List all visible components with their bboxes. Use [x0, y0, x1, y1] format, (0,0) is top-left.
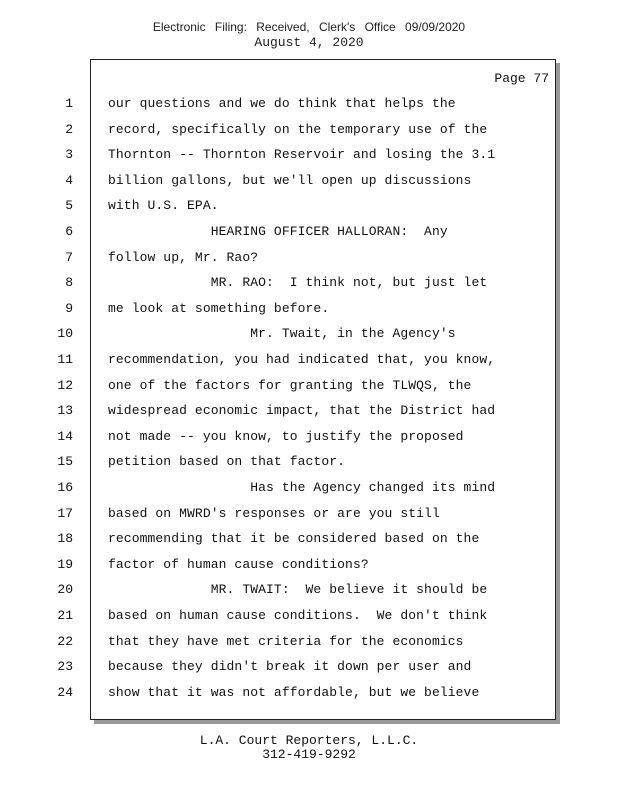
line-text: not made -- you know, to justify the proposed [108, 428, 464, 444]
transcript-line [57, 475, 555, 501]
line-number: 19 [57, 556, 73, 572]
transcript-line [57, 373, 555, 399]
line-text: based on MWRD's responses or are you still [108, 505, 440, 521]
page-number: Page 77 [494, 71, 549, 86]
line-number: 22 [57, 633, 73, 649]
transcript-line [57, 526, 555, 552]
line-text: HEARING OFFICER HALLORAN: Any [108, 224, 448, 239]
line-number: 10 [57, 326, 73, 342]
reporter-company: L.A. Court Reporters, L.L.C. [199, 733, 419, 748]
transcript-page [57, 59, 556, 720]
transcript-line [57, 501, 555, 527]
line-number: 1 [65, 96, 73, 111]
line-number: 4 [65, 172, 73, 188]
filing-stamp: Electronic Filing: Received, Clerk's Office 09/09/2020 [152, 20, 466, 34]
line-text: factor of human cause conditions? [108, 556, 369, 572]
line-text: MR. RAO: I think not, but just let [108, 275, 488, 291]
transcript-line [65, 219, 555, 245]
line-number: 21 [57, 608, 73, 623]
line-text: record, specifically on the temporary use of the [108, 121, 488, 137]
line-text: recommending that it be considered based on the [108, 531, 480, 547]
transcript-line [65, 168, 555, 194]
transcript-line [57, 680, 555, 706]
line-text: with U.S. EPA. [108, 198, 219, 214]
line-text: widespread economic impact, that the District had [108, 403, 496, 419]
line-text: our questions and we do think that helps the [108, 96, 456, 111]
line-number: 13 [57, 403, 73, 419]
line-number: 17 [57, 505, 73, 521]
line-number: 2 [65, 121, 73, 137]
transcript-line [57, 398, 555, 424]
transcript-line [57, 577, 555, 603]
line-text: Mr. Twait, in the Agency's [108, 326, 456, 342]
line-number: 9 [65, 300, 73, 316]
transcript-line [65, 142, 555, 168]
line-number: 7 [65, 249, 73, 265]
line-text: based on human cause conditions. We don't think [108, 608, 488, 623]
line-number: 3 [65, 147, 73, 163]
line-text: because they didn't break it down per user and [108, 659, 472, 675]
line-number: 20 [57, 582, 73, 598]
line-text: recommendation, you had indicated that, you know, [108, 352, 496, 367]
line-text: that they have met criteria for the economics [108, 633, 464, 649]
line-text: petition based on that factor. [108, 454, 346, 470]
transcript-line [65, 91, 555, 117]
transcript-line [65, 117, 555, 143]
transcript-line [57, 424, 555, 450]
transcript-line [65, 245, 555, 271]
transcript-line [57, 603, 555, 629]
line-text: MR. TWAIT: We believe it should be [108, 582, 488, 598]
transcript-line [57, 347, 555, 373]
transcript-line [57, 321, 555, 347]
transcript-line [57, 449, 555, 475]
transcript-line [57, 629, 555, 655]
line-number: 15 [57, 454, 73, 470]
line-number: 14 [57, 428, 73, 444]
line-text: show that it was not affordable, but we believe [108, 684, 480, 700]
line-text: me look at something before. [108, 300, 330, 316]
transcript-line [65, 296, 555, 322]
transcript-line [65, 270, 555, 296]
line-number: 24 [57, 684, 73, 700]
line-number: 5 [65, 198, 73, 214]
line-number: 18 [57, 531, 73, 547]
line-text: Thornton -- Thornton Reservoir and losing the 3.1 [108, 147, 496, 163]
transcript-line [65, 193, 555, 219]
hearing-date: August 4, 2020 [254, 35, 364, 50]
line-number: 16 [57, 480, 73, 495]
footer [0, 734, 618, 762]
line-text: Has the Agency changed its mind [108, 480, 496, 495]
line-text: billion gallons, but we'll open up discussions [108, 172, 472, 188]
transcript-line [57, 654, 555, 680]
line-number: 6 [65, 224, 73, 239]
line-number: 23 [57, 659, 73, 675]
line-number: 8 [65, 275, 73, 291]
reporter-phone: 312-419-9292 [262, 747, 356, 762]
line-number: 12 [57, 377, 73, 393]
line-text: follow up, Mr. Rao? [108, 249, 259, 265]
transcript-line [57, 552, 555, 578]
line-number: 11 [57, 352, 73, 367]
line-text: one of the factors for granting the TLWQS, the [108, 377, 472, 393]
